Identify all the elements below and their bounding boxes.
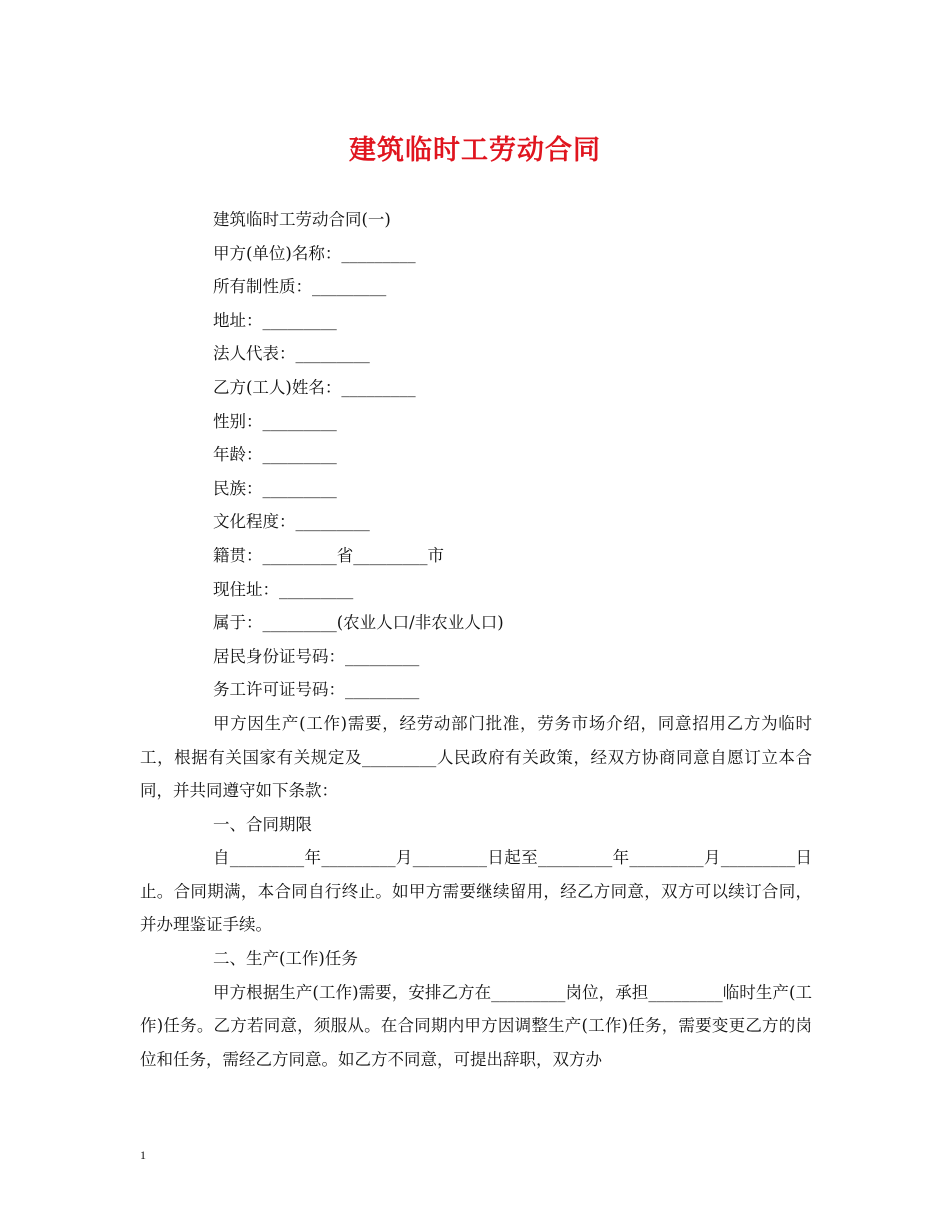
section-1-paragraph: 自_________年_________月_________日起至_________年_________月_________日止。合同期满，本合同自行终止。如甲方需要继续留用，经乙方同意，双方可以续订合同，并办理鉴证手续。 [140, 848, 812, 935]
field-ownership-type: 所有制性质：_________ [213, 277, 387, 297]
field-current-address: 现住址：_________ [213, 579, 354, 599]
intro-paragraph: 甲方因生产(工作)需要，经劳动部门批准，劳务市场介绍，同意招用乙方为临时工，根据有关国家有关规定及_________人民政府有关政策，经双方协商同意自愿订立本合同，并共同遵守如下条款： [140, 713, 812, 801]
field-ethnicity: 民族：_________ [213, 478, 337, 498]
section-1-heading: 一、合同期限 [213, 814, 312, 834]
field-legal-representative: 法人代表：_________ [213, 344, 370, 364]
field-household-type: 属于：_________(农业人口/非农业人口) [213, 613, 504, 633]
field-id-number: 居民身份证号码：_________ [213, 646, 420, 666]
page-number: 1 [140, 1148, 146, 1162]
field-education: 文化程度：_________ [213, 512, 370, 532]
field-age: 年龄：_________ [213, 445, 337, 465]
document-title: 建筑临时工劳动合同 [349, 135, 601, 166]
section-2-heading: 二、生产(工作)任务 [213, 949, 358, 969]
field-work-permit-number: 务工许可证号码：_________ [213, 680, 420, 700]
contract-subtitle: 建筑临时工劳动合同(一) [213, 210, 391, 229]
section-2-paragraph: 甲方根据生产(工作)需要，安排乙方在_________岗位，承担_________临时生产(工作)任务。乙方若同意，须服从。在合同期内甲方因调整生产(工作)任务，需要变更乙方的岗位和任务，需经乙方同意。如乙方不同意，可提出辞职，双方办 [140, 982, 812, 1069]
document-body [140, 203, 812, 1076]
field-party-b-name: 乙方(工人)姓名：_________ [213, 377, 416, 397]
field-party-a-name: 甲方(单位)名称：_________ [213, 243, 416, 263]
field-native-place: 籍贯：_________省_________市 [213, 545, 444, 565]
field-address: 地址：_________ [213, 310, 337, 330]
field-gender: 性别：_________ [213, 411, 337, 431]
